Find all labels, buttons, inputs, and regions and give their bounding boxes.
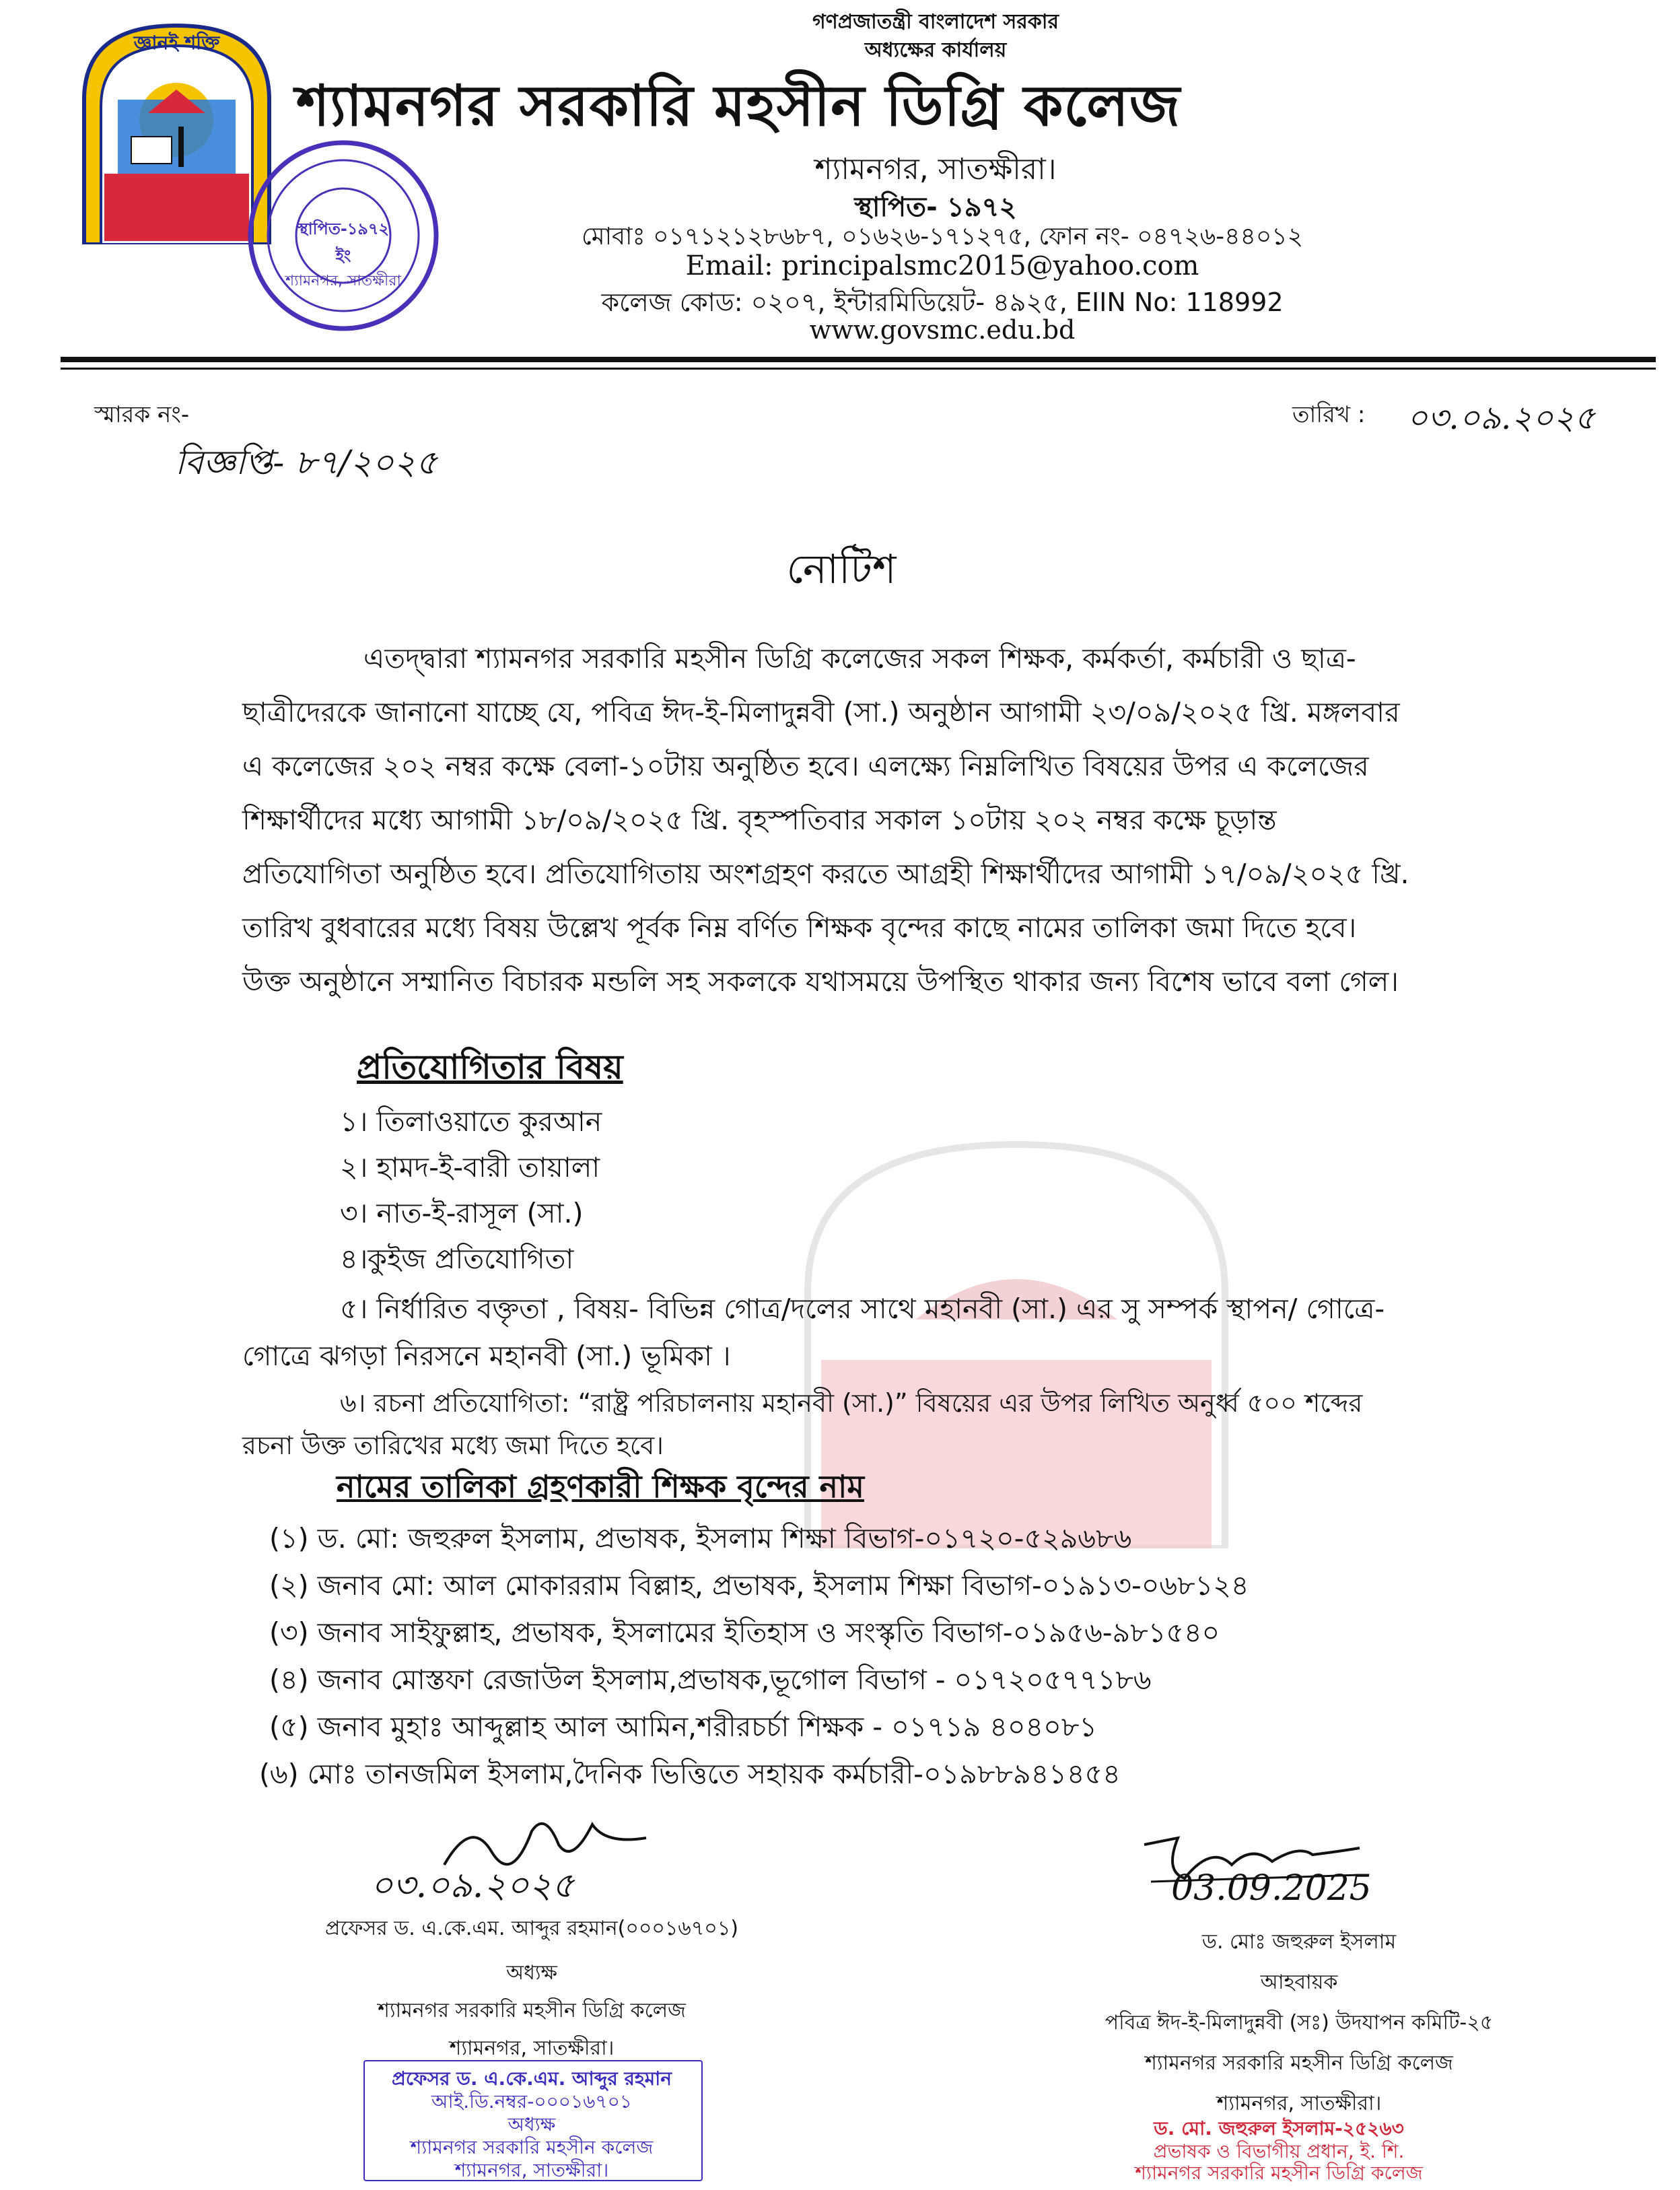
teacher-list-item: (২) জনাব মো: আল মোকাররাম বিল্লাহ, প্রভাষক, ইসলাম শিক্ষা বিভাগ-০১৯১৩-০৬৮১২৪ xyxy=(269,1569,1249,1602)
logo-motto: জ্ঞানই শক্তি xyxy=(133,32,220,54)
email-address: Email: principalsmc2015@yahoo.com xyxy=(685,250,1199,281)
topic-item: ১। তিলাওয়াতে কুরআন xyxy=(340,1105,602,1138)
convener-role: আহবায়ক xyxy=(1260,1971,1338,1994)
office-line: অধ্যক্ষের কার্যালয় xyxy=(864,38,1007,62)
principal-place: শ্যামনগর, সাতক্ষীরা। xyxy=(449,2037,615,2060)
government-line: গণপ্রজাতন্ত্রী বাংলাদেশ সরকার xyxy=(812,10,1059,34)
convener-stamp-line: শ্যামনগর সরকারি মহসীন ডিগ্রি কলেজ xyxy=(1135,2162,1423,2184)
notice-paragraph-line: শিক্ষার্থীদের মধ্যে আগামী ১৮/০৯/২০২৫ খ্রি. বৃহস্পতিবার সকাল ১০টায় ২০২ নম্বর কক্ষে চূড়ান্ত xyxy=(242,804,1277,836)
website-address: www.govsmc.edu.bd xyxy=(809,315,1076,345)
convener-signature-date: 03.09.2025 xyxy=(1171,1868,1372,1909)
notice-paragraph-line: এ কলেজের ২০২ নম্বর কক্ষে বেলা-১০টায় অনুষ্ঠিত হবে। এলক্ষ্যে নিম্নলিখিত বিষয়ের উপর এ কলেজের xyxy=(242,750,1369,782)
teacher-list-item: (৩) জনাব সাইফুল্লাহ, প্রভাষক, ইসলামের ইতিহাস ও সংস্কৃতি বিভাগ-০১৯৫৬-৯৮১৫৪০ xyxy=(269,1616,1220,1649)
convener-committee: পবিত্র ঈদ-ই-মিলাদুন্নবী (সঃ) উদযাপন কমিটি-২৫ xyxy=(1105,2011,1494,2034)
principal-signature-date: ০৩.০৯.২০২৫ xyxy=(370,1866,575,1906)
topic-item: ৬। রচনা প্রতিযোগিতা: “রাষ্ট্র পরিচালনায় মহানবী (সা.)” বিষয়ের এর উপর লিখিত অনুর্ধ্ব ৫০০ শব্দের xyxy=(340,1388,1363,1418)
topic-item: ৩। নাত-ই-রাসূল (সা.) xyxy=(340,1197,584,1229)
topic-item-continuation: গোত্রে ঝগড়া নিরসনে মহানবী (সা.) ভূমিকা । xyxy=(242,1340,731,1372)
convener-stamp-line: ড. মো. জহুরুল ইসলাম-২৫২৬৩ xyxy=(1154,2117,1404,2140)
teacher-list-item: (১) ড. মো: জহুরুল ইসলাম, প্রভাষক, ইসলাম শিক্ষা বিভাগ-০১৭২০-৫২৯৬৮৬ xyxy=(269,1522,1132,1554)
convener-college: শ্যামনগর সরকারি মহসীন ডিগ্রি কলেজ xyxy=(1145,2051,1453,2075)
college-name: শ্যামনগর সরকারি মহসীন ডিগ্রি কলেজ xyxy=(296,73,1181,139)
convener-place: শ্যামনগর, সাতক্ষীরা। xyxy=(1216,2092,1382,2115)
notice-title: নোটিশ xyxy=(786,546,897,593)
college-location: শ্যামনগর, সাতক্ষীরা। xyxy=(814,152,1057,186)
convener-name: ড. মোঃ জহুরুল ইসলাম xyxy=(1201,1930,1397,1954)
principal-stamp-line: শ্যামনগর, সাতক্ষীরা। xyxy=(454,2159,609,2181)
principal-name: প্রফেসর ড. এ.কে.এম. আব্দুর রহমান(০০০১৬৭০১) xyxy=(325,1917,738,1940)
principal-college: শ্যামনগর সরকারি মহসীন ডিগ্রি কলেজ xyxy=(378,1999,686,2022)
teacher-list-item: (৪) জনাব মোস্তফা রেজাউল ইসলাম,প্রভাষক,ভূগোল বিভাগ - ০১৭২০৫৭৭১৮৬ xyxy=(269,1664,1152,1696)
teachers-heading: নামের তালিকা গ্রহণকারী শিক্ষক বৃন্দের নাম xyxy=(337,1468,864,1505)
topics-heading: প্রতিযোগিতার বিষয় xyxy=(357,1048,623,1087)
header-divider-thin xyxy=(61,368,1656,370)
phone-numbers: মোবাঃ ০১৭১২১২৮৬৮৭, ০১৬২৬-১৭১২৭৫, ফোন নং- ০৪৭২৬-৪৪০১২ xyxy=(581,223,1304,250)
topic-item-continuation: রচনা উক্ত তারিখের মধ্যে জমা দিতে হবে। xyxy=(242,1431,664,1460)
principal-stamp-line: শ্যামনগর সরকারি মহসীন কলেজ xyxy=(410,2136,654,2158)
topic-item: ৪।কুইজ প্রতিযোগিতা xyxy=(340,1243,574,1275)
seal-bottom-text: শ্যামনগর, সাতক্ষীরা xyxy=(285,273,401,289)
date-value-handwritten: ০৩.০৯.২০২৫ xyxy=(1407,399,1596,437)
notice-paragraph-line: তারিখ বুধবারের মধ্যে বিষয় উল্লেখ পূর্বক নিম্ন বর্ণিত শিক্ষক বৃন্দের কাছে নামের তালিকা জমা দিতে হবে। xyxy=(242,912,1357,944)
topic-item: ৫। নির্ধারিত বক্তৃতা , বিষয়- বিভিন্ন গোত্র/দলের সাথে মহানবী (সা.) এর সু সম্পর্ক স্থাপন/ গোত্রে- xyxy=(340,1293,1385,1325)
memo-number-handwritten: বিজ্ঞপ্তি- ৮৭/২০২৫ xyxy=(175,443,438,482)
notice-paragraph-line: উক্ত অনুষ্ঠানে সম্মানিত বিচারক মন্ডলি সহ সকলকে যথাসময়ে উপস্থিত থাকার জন্য বিশেষ ভাবে বলা গেল। xyxy=(242,965,1399,998)
principal-stamp-line: প্রফেসর ড. এ.কে.এম. আব্দুর রহমান xyxy=(392,2067,672,2090)
notice-paragraph-line: প্রতিযোগিতা অনুষ্ঠিত হবে। প্রতিযোগিতায় অংশগ্রহণ করতে আগ্রহী শিক্ষার্থীদের আগামী ১৭/০৯/২০২৫ খ্রি. xyxy=(242,858,1409,890)
date-label: তারিখ : xyxy=(1292,401,1366,428)
principal-stamp-line: আই.ডি.নম্বর-০০০১৬৭০১ xyxy=(431,2090,632,2113)
teacher-list-item: (৫) জনাব মুহাঃ আব্দুল্লাহ আল আমিন,শরীরচর্চা শিক্ষক - ০১৭১৯ ৪০৪০৮১ xyxy=(269,1711,1097,1743)
principal-stamp-line: অধ্যক্ষ xyxy=(508,2113,556,2135)
topic-item: ২। হামদ-ই-বারী তায়ালা xyxy=(340,1151,600,1184)
founded-year: স্থাপিত- ১৯৭২ xyxy=(854,192,1017,223)
principal-role: অধ্যক্ষ xyxy=(506,1961,557,1985)
seal-center-text: স্থাপিত-১৯৭২ ইং xyxy=(297,219,390,265)
header-divider-thick xyxy=(61,357,1656,362)
teacher-list-item: (৬) মোঃ তানজমিল ইসলাম,দৈনিক ভিত্তিতে সহায়ক কর্মচারী-০১৯৮৮৯৪১৪৫৪ xyxy=(259,1758,1121,1790)
notice-paragraph-line: এতদ্দ্বারা শ্যামনগর সরকারি মহসীন ডিগ্রি কলেজের সকল শিক্ষক, কর্মকর্তা, কর্মচারী ও ছাত্র- xyxy=(363,642,1356,675)
convener-stamp-line: প্রভাষক ও বিভাগীয় প্রধান, ই. শি. xyxy=(1153,2140,1405,2162)
notice-paragraph-line: ছাত্রীদেরকে জানানো যাচ্ছে যে, পবিত্র ঈদ-ই-মিলাদুন্নবী (সা.) অনুষ্ঠান আগামী ২৩/০৯/২০২৫ খ্রি. মঙ্গলবার xyxy=(242,696,1400,728)
college-codes: কলেজ কোড: ০২০৭, ইন্টারমিডিয়েট- ৪৯২৫, EIIN No: 118992 xyxy=(601,287,1284,317)
memo-label: স্মারক নং- xyxy=(94,401,190,428)
